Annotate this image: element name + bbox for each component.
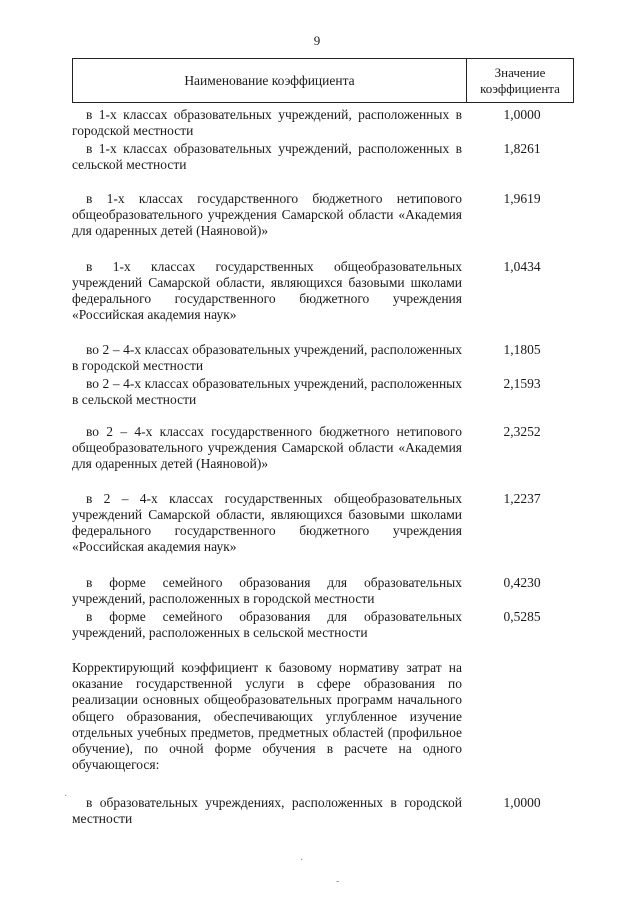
scan-speck: ·: [300, 855, 304, 866]
scan-speck: -: [336, 876, 340, 887]
header-value-column: [467, 59, 573, 102]
row-value: 1,0000: [503, 107, 541, 122]
row-text: во 2 – 4-х классах государственного бюджетного нетипового общеобразовательного учреждения Самарской области «Академия для одаренных детей (Наяновой)»: [72, 424, 462, 471]
row-value: 1,2237: [503, 491, 541, 506]
row-value: 1,1805: [503, 342, 541, 357]
header-value-line1: Значение: [494, 64, 546, 80]
row-value: 0,4230: [503, 575, 541, 590]
row-value: 1,9619: [503, 191, 541, 206]
row-text: в 1-х классах образовательных учреждений, расположенных в сельской местности: [72, 141, 462, 172]
row-value: 2,1593: [503, 376, 541, 391]
row-value: 1,0000: [503, 795, 541, 810]
section-paragraph: Корректирующий коэффициент к базовому нормативу затрат на оказание государственной услуги в сфере образования по реализации основных общеобразовательных программ начального общего образования, обеспечивающих углубленное изучение отдельных учебных предметов, предметных областей (профильное обучение), по очной форме обучения в расчете на одного обучающегося:: [72, 660, 462, 773]
row-text: во 2 – 4-х классах образовательных учреждений, расположенных в сельской местности: [72, 376, 462, 407]
row-text: в 1-х классах образовательных учреждений, расположенных в городской местности: [72, 107, 462, 138]
row-text: в 1-х классах государственного бюджетного нетипового общеобразовательного учреждения Самарской области «Академия для одаренных детей (Наяновой)»: [72, 191, 462, 238]
row-value: 2,3252: [503, 424, 541, 439]
row-text: в 1-х классах государственных общеобразовательных учреждений Самарской области, являющихся базовыми школами федерального государственного бюджетного учреждения «Российская академия наук»: [72, 259, 462, 322]
table-header: [72, 58, 574, 103]
row-text: в 2 – 4-х классах государственных общеобразовательных учреждений Самарской области, являющихся базовыми школами федерального государственного бюджетного учреждения «Российская академия наук»: [72, 491, 462, 554]
row-value: 1,0434: [503, 259, 541, 274]
header-value-line2: коэффициента: [480, 80, 560, 96]
row-text: во 2 – 4-х классах образовательных учреждений, расположенных в городской местности: [72, 342, 462, 373]
row-text: в образовательных учреждениях, расположенных в городской местности: [72, 795, 462, 826]
page-number: 9: [313, 33, 321, 48]
row-value: 1,8261: [503, 141, 541, 156]
row-text: в форме семейного образования для образовательных учреждений, расположенных в городской местности: [72, 575, 462, 606]
scan-speck: ·: [64, 791, 68, 802]
row-value: 0,5285: [503, 609, 541, 624]
header-name-column: Наименование коэффициента: [73, 59, 467, 102]
row-text: в форме семейного образования для образовательных учреждений, расположенных в сельской местности: [72, 609, 462, 640]
